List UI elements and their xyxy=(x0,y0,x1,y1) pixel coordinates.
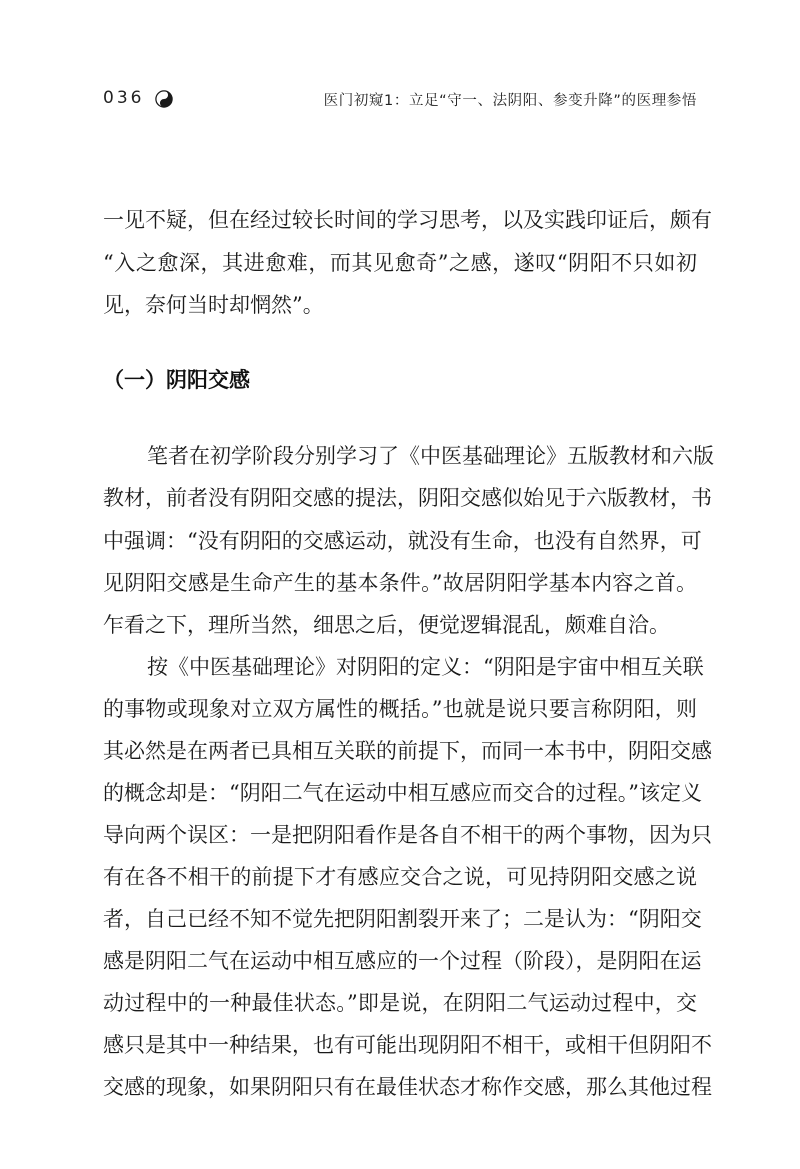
text-line: 有在各不相干的前提下才有感应交合之说，可见持阴阳交感之说 xyxy=(103,865,697,889)
text-line: 笔者在初学阶段分别学习了《中医基础理论》五版教材和六版 xyxy=(147,444,714,468)
page-header xyxy=(103,82,697,116)
text-line: 交感的现象，如果阴阳只有在最佳状态才称作交感，那么其他过程 xyxy=(103,1075,712,1099)
text-line: 的概念却是：“阴阳二气在运动中相互感应而交合的过程。”该定义 xyxy=(103,781,702,805)
text-line: 其必然是在两者已具相互关联的前提下，而同一本书中，阴阳交感 xyxy=(103,739,712,763)
text-line: 见阴阳交感是生命产生的基本条件。”故居阴阳学基本内容之首。 xyxy=(103,571,697,595)
text-line: “入之愈深，其进愈难，而其见愈奇”之感，遂叹“阴阳不只如初 xyxy=(103,251,697,275)
section-heading: （一）阴阳交感 xyxy=(103,368,250,392)
text-line: 教材，前者没有阴阳交感的提法，阴阳交感似始见于六版教材，书 xyxy=(103,486,712,510)
text-line: 见，奈何当时却惘然”。 xyxy=(103,293,324,317)
text-line: 按《中医基础理论》对阴阳的定义：“阴阳是宇宙中相互关联 xyxy=(147,655,704,679)
text-line: 乍看之下，理所当然，细思之后，便觉逻辑混乱，颇难自洽。 xyxy=(103,613,670,637)
text-line: 感是阴阳二气在运动中相互感应的一个过程（阶段），是阴阳在运 xyxy=(103,949,702,973)
text-line: 导向两个误区：一是把阴阳看作是各自不相干的两个事物，因为只 xyxy=(103,823,712,847)
page-number: 036 xyxy=(103,88,145,108)
running-title: 医门初窥1：立足“守一、法阴阳、参变升降”的医理参悟 xyxy=(323,93,697,109)
text-line: 一见不疑，但在经过较长时间的学习思考，以及实践印证后，颇有 xyxy=(103,208,712,232)
text-line: 的事物或现象对立双方属性的概括。”也就是说只要言称阴阳，则 xyxy=(103,697,697,721)
text-line: 中强调：“没有阴阳的交感运动，就没有生命，也没有自然界，可 xyxy=(103,529,702,553)
yin-yang-icon xyxy=(155,90,173,108)
text-line: 动过程中的一种最佳状态。”即是说，在阴阳二气运动过程中，交 xyxy=(103,991,697,1015)
text-line: 感只是其中一种结果，也有可能出现阴阳不相干，或相干但阴阳不 xyxy=(103,1033,712,1057)
text-line: 者，自己已经不知不觉先把阴阳割裂开来了；二是认为：“阴阳交 xyxy=(103,907,702,931)
